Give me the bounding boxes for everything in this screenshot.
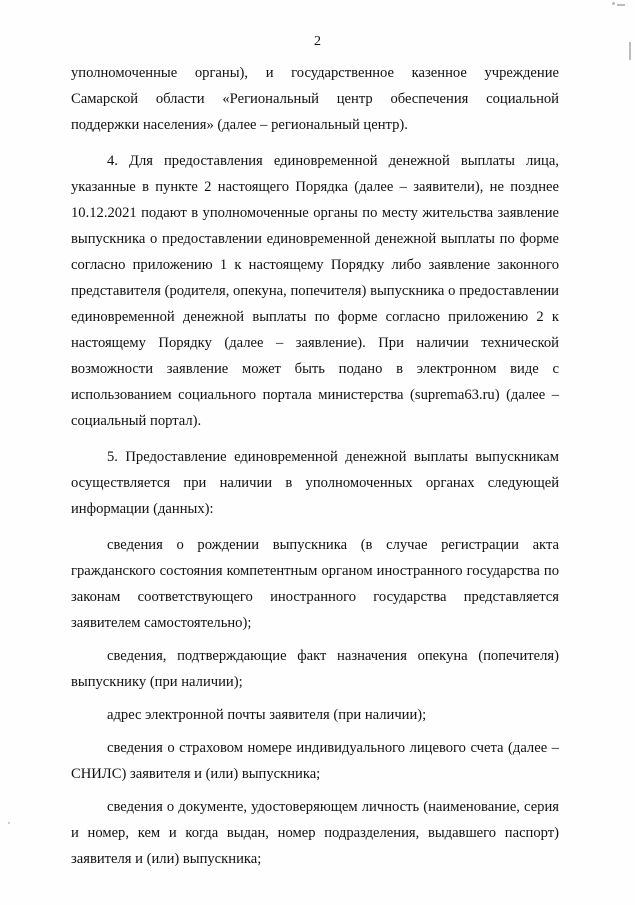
list-item-snils: сведения о страховом номере индивидуального лицевого счета (далее – СНИЛС) заявителя и (или) выпускника; <box>71 740 559 782</box>
paragraph-item-4: 4. Для предоставления единовременной денежной выплаты лица, указанные в пункте 2 настоящего Порядка (далее – заявители), не позднее 10.12.2021 подают в уполномоченные органы по месту жительства заявление выпускника о предоставлении единовременной денежной выплаты по форме согласно приложению 1 к настоящему Порядку либо заявление законного представителя (родителя, опекуна, попечителя) выпускника о предоставлении единовременной денежной выплаты по форме согласно приложению 2 к настоящему Порядку (далее – заявление). При наличии технической возможности заявление может быть подано в электронном виде с использованием социального портала министерства (suprema63.ru) (далее – социальный портал). <box>71 153 559 429</box>
list-item-guardian-info: сведения, подтверждающие факт назначения опекуна (попечителя) выпускнику (при наличии); <box>71 648 559 690</box>
list-item-identity-document: сведения о документе, удостоверяющем личность (наименование, серия и номер, кем и когда выдан, номер подразделения, выдавшего паспорт) заявителя и (или) выпускника; <box>71 799 559 867</box>
paragraph-continuation: уполномоченные органы), и государственное казенное учреждение Самарской области «Региональный центр обеспечения социальной поддержки населения» (далее – региональный центр). <box>71 65 559 133</box>
scan-speck <box>612 2 615 5</box>
scan-speck <box>617 4 625 6</box>
page-number: 2 <box>314 34 321 49</box>
paragraph-item-5: 5. Предоставление единовременной денежной выплаты выпускникам осуществляется при наличии в уполномоченных органах следующей информации (данных): <box>71 449 559 517</box>
list-item-birth-info: сведения о рождении выпускника (в случае регистрации акта гражданского состояния компетентным органом иностранного государства по законам соответствующего иностранного государства представляется заявителем самостоятельно); <box>71 537 559 631</box>
document-body <box>71 60 559 872</box>
scan-speck <box>8 822 10 824</box>
list-item-email: адрес электронной почты заявителя (при наличии); <box>107 707 427 723</box>
